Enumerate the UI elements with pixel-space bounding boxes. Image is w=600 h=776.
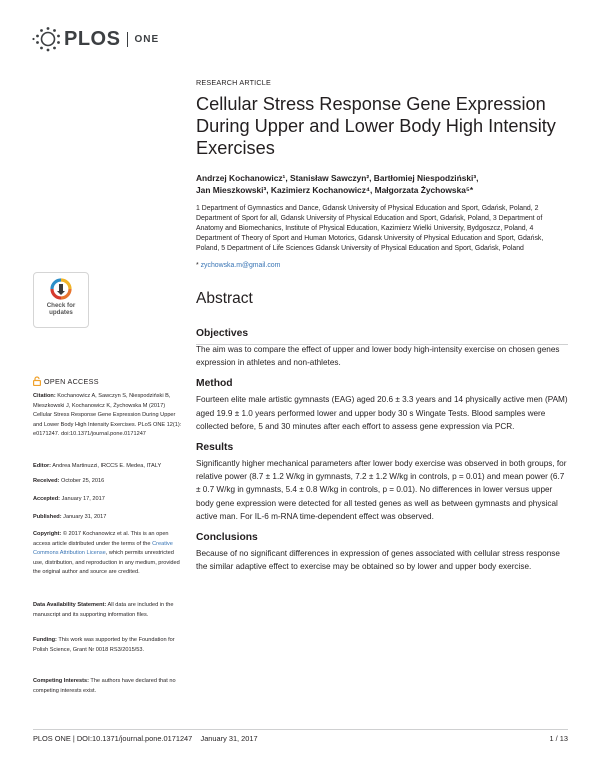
citation-block: [33, 392, 185, 440]
citation-text: Kochanowicz A, Sawczyn S, Niespodziński B, Mieszkowski J, Kochanowicz K, Żychowska M (2017) Cellular Stress Response Gene Expression During Upper and Lower Body High Intensity Exercises. PLoS ONE 12(1): e0171247. doi:10.1371/journal.pone.0171247: [33, 393, 182, 438]
editor-text: Andrea Martinuzzi, IRCCS E. Medea, ITALY: [52, 463, 162, 469]
plos-one-logo: [32, 26, 159, 52]
received-block: [33, 477, 185, 487]
copyright-text: © 2017 Kochanowicz et al. This is an open access article distributed under the terms of the: [33, 531, 169, 547]
data-availability-block: [33, 601, 185, 620]
logo-separator: [127, 32, 128, 47]
author-list: [196, 172, 568, 196]
corresponding-email: [196, 262, 568, 269]
abstract-heading: Abstract: [196, 290, 253, 307]
open-lock-icon: [33, 376, 41, 386]
affiliation: 2 Department of Sport for all, Gdansk University of Physical Education and Sport, Gdańsk, Poland,: [196, 205, 539, 222]
affiliation: 1 Department of Gymnastics and Dance, Gdansk University of Physical Education and Sport, Gdańsk, Poland,: [196, 205, 533, 212]
open-access-label: [33, 376, 99, 386]
competing-interests-text: The authors have declared that no competing interests exist.: [33, 678, 176, 694]
copyright-text-tail: , which permits unrestricted use, distribution, and reproduction in any medium, provided the original author and source are credited.: [33, 550, 180, 576]
copyright-block: [33, 530, 185, 578]
citation-label: Citation:: [33, 393, 56, 399]
data-availability-label: Data Availability Statement:: [33, 602, 107, 608]
plos-sunburst-icon: [32, 26, 62, 52]
badge-label-line: updates: [49, 309, 73, 316]
page-number: 1 / 13: [549, 734, 568, 743]
competing-interests-block: [33, 677, 185, 696]
funding-block: [33, 636, 185, 655]
abstract-section-objectives: [196, 328, 568, 369]
editor-block: [33, 462, 185, 472]
affiliation: 3 Department of Anatomy and Biomechanics, Institute of Physical Education, Kazimierz Wielki University, Bydgoszcz, Poland,: [196, 215, 543, 232]
email-link[interactable]: zychowska.m@gmail.com: [200, 262, 281, 269]
section-heading: Objectives: [196, 328, 249, 339]
abstract-divider: [196, 344, 568, 345]
funding-label: Funding:: [33, 637, 57, 643]
section-heading: Method: [196, 378, 233, 390]
author-line: Andrzej Kochanowicz¹, Stanisław Sawczyn², Bartłomiej Niespodziński³,: [196, 173, 479, 183]
accepted-text: January 17, 2017: [61, 496, 105, 502]
affiliation: 4 Department of Theory of Sport and Human Motorics, Gdansk University of Physical Education and Sport, Gdańsk, Poland,: [196, 225, 544, 252]
article-title: Cellular Stress Response Gene Expression During Upper and Lower Body High Intensity Exercises: [196, 94, 556, 158]
affiliation: 5 Department of Life Sciences Gdansk University of Physical Education and Sport, Gdańsk, Poland: [221, 245, 524, 252]
received-text: October 25, 2016: [61, 478, 105, 484]
section-heading: Conclusions: [196, 532, 258, 544]
abstract-section-conclusions: [196, 532, 568, 573]
received-label: Received:: [33, 478, 60, 484]
section-text: Fourteen elite male artistic gymnasts (EAG) aged 20.6 ± 3.3 years and 14 physically active men (PAM) aged 19.9 ± 1.0 years performed lower and upper body 30 s Wingate Tests. Blood samples were collected before, 5 and 30 minutes after each effort to assess gene expression via PCR.: [196, 395, 568, 431]
data-availability-text: All data are included in the manuscript and its supporting information files.: [33, 602, 174, 618]
accepted-block: [33, 495, 185, 505]
open-access-text: OPEN ACCESS: [44, 376, 99, 386]
article-type: RESEARCH ARTICLE: [196, 78, 271, 87]
footer-citation: PLOS ONE | DOI:10.1371/journal.pone.0171247 January 31, 2017: [33, 734, 258, 743]
section-heading: Results: [196, 442, 234, 454]
license-link[interactable]: Creative Commons Attribution License: [33, 540, 173, 557]
published-label: Published:: [33, 514, 62, 520]
abstract-section-results: [196, 442, 568, 523]
author-line: Jan Mieszkowski³, Kazimierz Kochanowicz⁴, Małgorzata Żychowska⁵*: [196, 185, 474, 195]
check-for-updates-badge[interactable]: [33, 272, 89, 328]
email-star: *: [196, 262, 199, 269]
competing-interests-label: Competing Interests:: [33, 678, 89, 684]
copyright-label: Copyright:: [33, 531, 62, 537]
badge-label: [47, 302, 76, 316]
footer-divider: [33, 729, 568, 730]
section-text: The aim was to compare the effect of upper and lower body high-intensity exercise on chosen genes expression in athletes and non-athletes.: [196, 345, 560, 368]
affiliations: [196, 204, 568, 254]
section-text: Significantly higher mechanical parameters after lower body exercise was observed in both groups, for relative power (8.7 ± 1.2 W/kg in gymnasts, 7.2 ± 1.2 W/kg in controls, p = 0.01) and mean power (6.7 ± 0.7 W/kg in gymnasts, 5.4 ± 0.8 W/kg in controls, p = 0.01). No differences in lower versus upper body gene expression were detected for all tested genes as well as between gymnasts and physical active man. For IL-6 m-RNA time-dependent effect was observed.: [196, 459, 567, 521]
published-text: January 31, 2017: [63, 514, 107, 520]
main-column: [196, 78, 568, 573]
accepted-label: Accepted:: [33, 496, 61, 502]
editor-label: Editor:: [33, 463, 52, 469]
section-text: Because of no significant differences in expression of genes associated with cellular stress response the similar adaptive effect to exercise may be obtained so by lower and upper body exercise.: [196, 549, 560, 572]
badge-label-line: Check for: [46, 302, 76, 309]
check-for-updates-icon: [50, 278, 72, 300]
abstract-section-method: [196, 378, 568, 433]
logo-plos-text: PLOS: [64, 27, 121, 50]
logo-journal-text: ONE: [134, 33, 160, 45]
funding-text: This work was supported by the Foundation for Polish Science, Grant Nr 0018 RS3/2015/53.: [33, 637, 175, 653]
published-block: [33, 513, 185, 523]
